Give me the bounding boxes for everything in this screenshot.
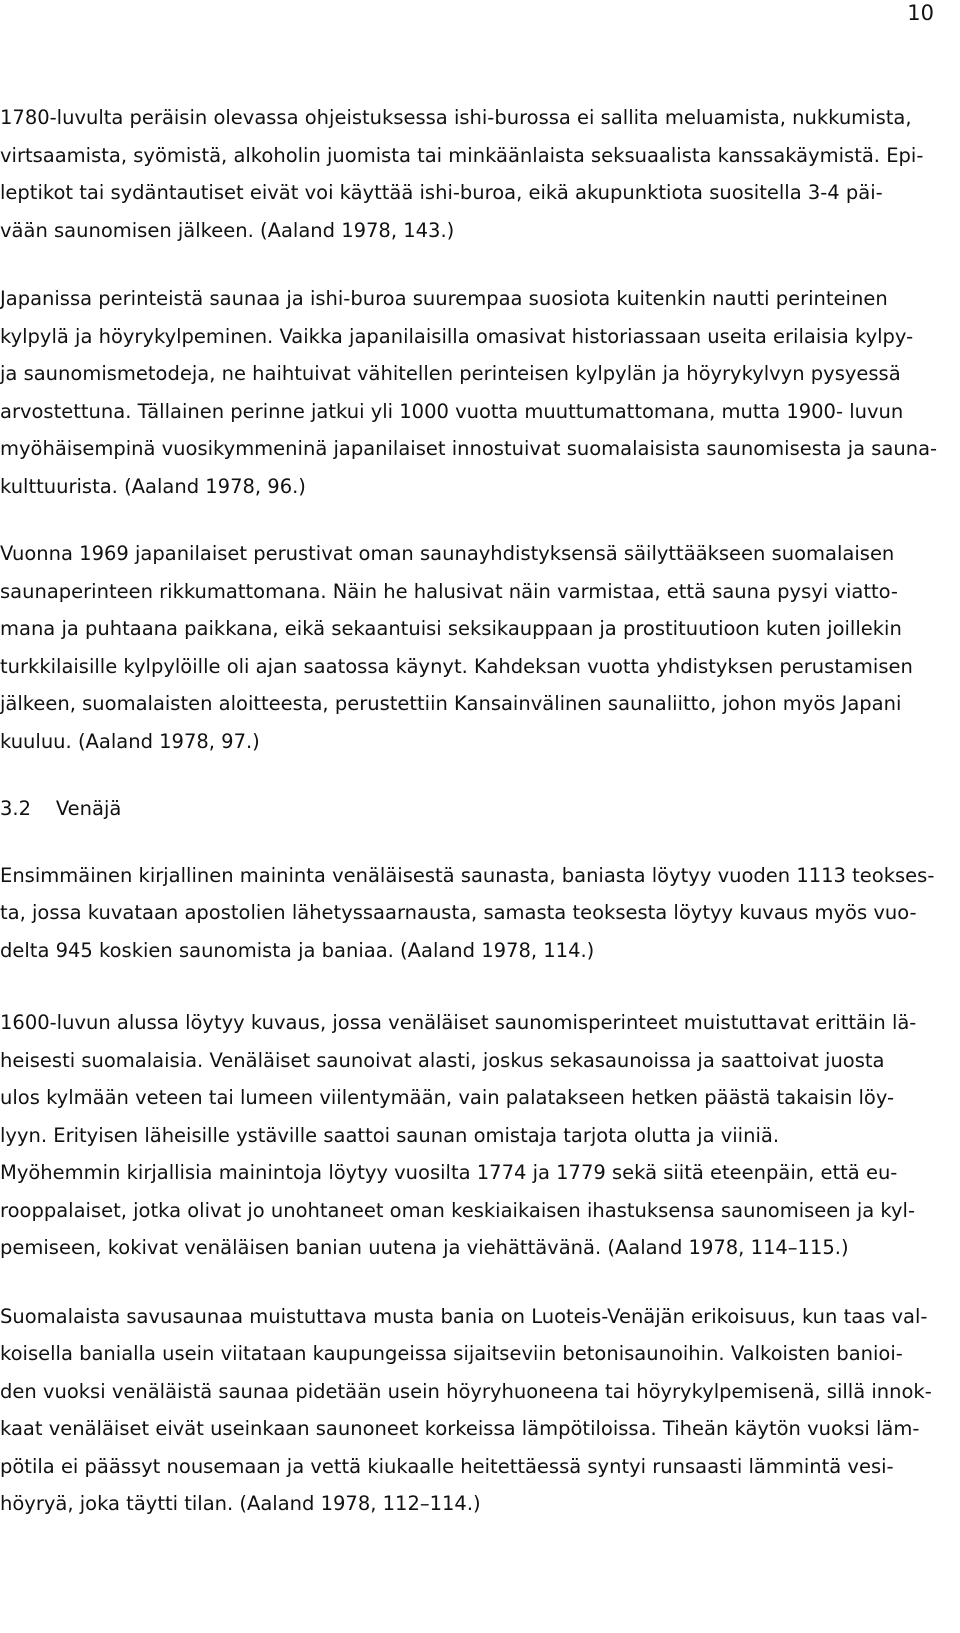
text-line: koisella banialla usein viitataan kaupungeissa sijaitseviin betonisaunoihin. Valkoisten banioi- [0,1342,903,1365]
page-number: 10 [907,1,934,25]
text-line: pötila ei päässyt nousemaan ja vettä kiukaalle heitettäessä syntyi runsaasti lämmintä vesi- [0,1454,894,1478]
text-line: heisesti suomalaisia. Venäläiset saunoivat alasti, joskus sekasaunoissa ja saattoivat juosta [0,1048,885,1072]
text-line: kulttuurista. (Aaland 1978, 96.) [0,474,306,498]
text-line: vään saunomisen jälkeen. (Aaland 1978, 143.) [0,218,455,242]
paragraph-1600s-description [0,1004,936,1267]
text-line: kaat venäläiset eivät useinkaan saunoneet korkeissa lämpötiloissa. Tiheän käytön vuoksi läm- [0,1417,920,1440]
text-line: lyyn. Erityisen läheisille ystäville saattoi saunan omistaja tarjota olutta ja viiniä. [0,1123,780,1147]
text-line: ja saunomismetodeja, ne haihtuivat vähitellen perinteisen kylpylän ja höyrykylvyn pysyessä [0,362,901,385]
text-line: pemiseen, kokivat venäläisen banian uutena ja viehättävänä. (Aaland 1978, 114–115.) [0,1236,849,1259]
text-line: Ensimmäinen kirjallinen maininta venäläisestä saunasta, baniasta löytyy vuoden 1113 teokses- [0,863,935,887]
paragraph-ishi-buro-rules [0,99,936,249]
text-line: kuuluu. (Aaland 1978, 97.) [0,729,260,753]
section-number: 3.2 [0,797,32,820]
text-line: rooppalaiset, jotka olivat jo unohtaneet oman keskiaikaisen ihastuksensa saunomiseen ja kyl- [0,1198,916,1222]
text-line: mana ja puhtaana paikkana, eikä sekaantuisi seksikauppaan ja prostituutioon kuten joillekin [0,617,902,640]
paragraph-japan-sauna-society [0,535,936,760]
text-line: leptikot tai sydäntautiset eivät voi käyttää ishi-buroa, eikä akupunktiota suositella 3-4 päi- [0,181,883,204]
text-line: myöhäisempinä vuosikymmeninä japanilaiset innostuivat suomalaisista saunomisesta ja sauna- [0,437,938,460]
text-line: 1780-luvulta peräisin olevassa ohjeistuksessa ishi-burossa ei sallita meluamista, nukkumista, [0,106,912,129]
text-line: Myöhemmin kirjallisia mainintoja löytyy vuosilta 1774 ja 1779 sekä siitä eteenpäin, että eu- [0,1161,898,1184]
text-line: turkkilaisille kylpylöille oli ajan saatossa käynyt. Kahdeksan vuotta yhdistyksen perustamisen [0,654,913,678]
paragraph-black-bania [0,1298,936,1523]
text-line: kylpylä ja höyrykylpeminen. Vaikka japanilaisilla omasivat historiassaan useita erilaisia kylpy- [0,324,914,348]
section-heading [0,790,936,828]
text-line: virtsaamista, syömistä, alkoholin juomista tai minkäänlaista seksuaalista kanssakäymistä. Epi- [0,143,924,167]
text-line: ulos kylmään veteen tai lumeen viilentymään, vain palatakseen hetken päästä takaisin löy- [0,1086,895,1109]
text-line: höyryä, joka täytti tilan. (Aaland 1978, 112–114.) [0,1492,481,1515]
text-line: arvostettuna. Tällainen perinne jatkui yli 1000 vuotta muuttumattomana, mutta 1900- luvun [0,399,904,423]
text-line: Suomalaista savusaunaa muistuttava musta bania on Luoteis-Venäjän erikoisuus, kun taas val- [0,1304,928,1328]
text-line: saunaperinteen rikkumattomana. Näin he halusivat näin varmistaa, että sauna pysyi viatto- [0,579,898,603]
text-line: delta 945 koskien saunomista ja baniaa. (Aaland 1978, 114.) [0,938,595,962]
text-line: den vuoksi venäläistä saunaa pidetään usein höyryhuoneena tai höyrykylpemisenä, sillä innok- [0,1379,932,1403]
text-line: Japanissa perinteistä saunaa ja ishi-buroa suurempaa suosiota kuitenkin nautti perinteinen [0,287,888,310]
section-title: Venäjä [55,797,122,820]
text-line: ta, jossa kuvataan apostolien lähetyssaarnausta, samasta teoksesta löytyy kuvaus myös vuo- [0,901,917,924]
document-body [0,99,936,1523]
paragraph-first-mention [0,857,936,970]
text-line: Vuonna 1969 japanilaiset perustivat oman saunayhdistyksensä säilyttääkseen suomalaisen [0,542,895,565]
paragraph-japan-bathing [0,280,936,505]
text-line: jälkeen, suomalaisten aloitteesta, perustettiin Kansainvälinen saunaliitto, johon myös Japani [0,692,902,715]
text-line: 1600-luvun alussa löytyy kuvaus, jossa venäläiset saunomisperinteet muistuttavat erittäin lä- [0,1011,917,1034]
